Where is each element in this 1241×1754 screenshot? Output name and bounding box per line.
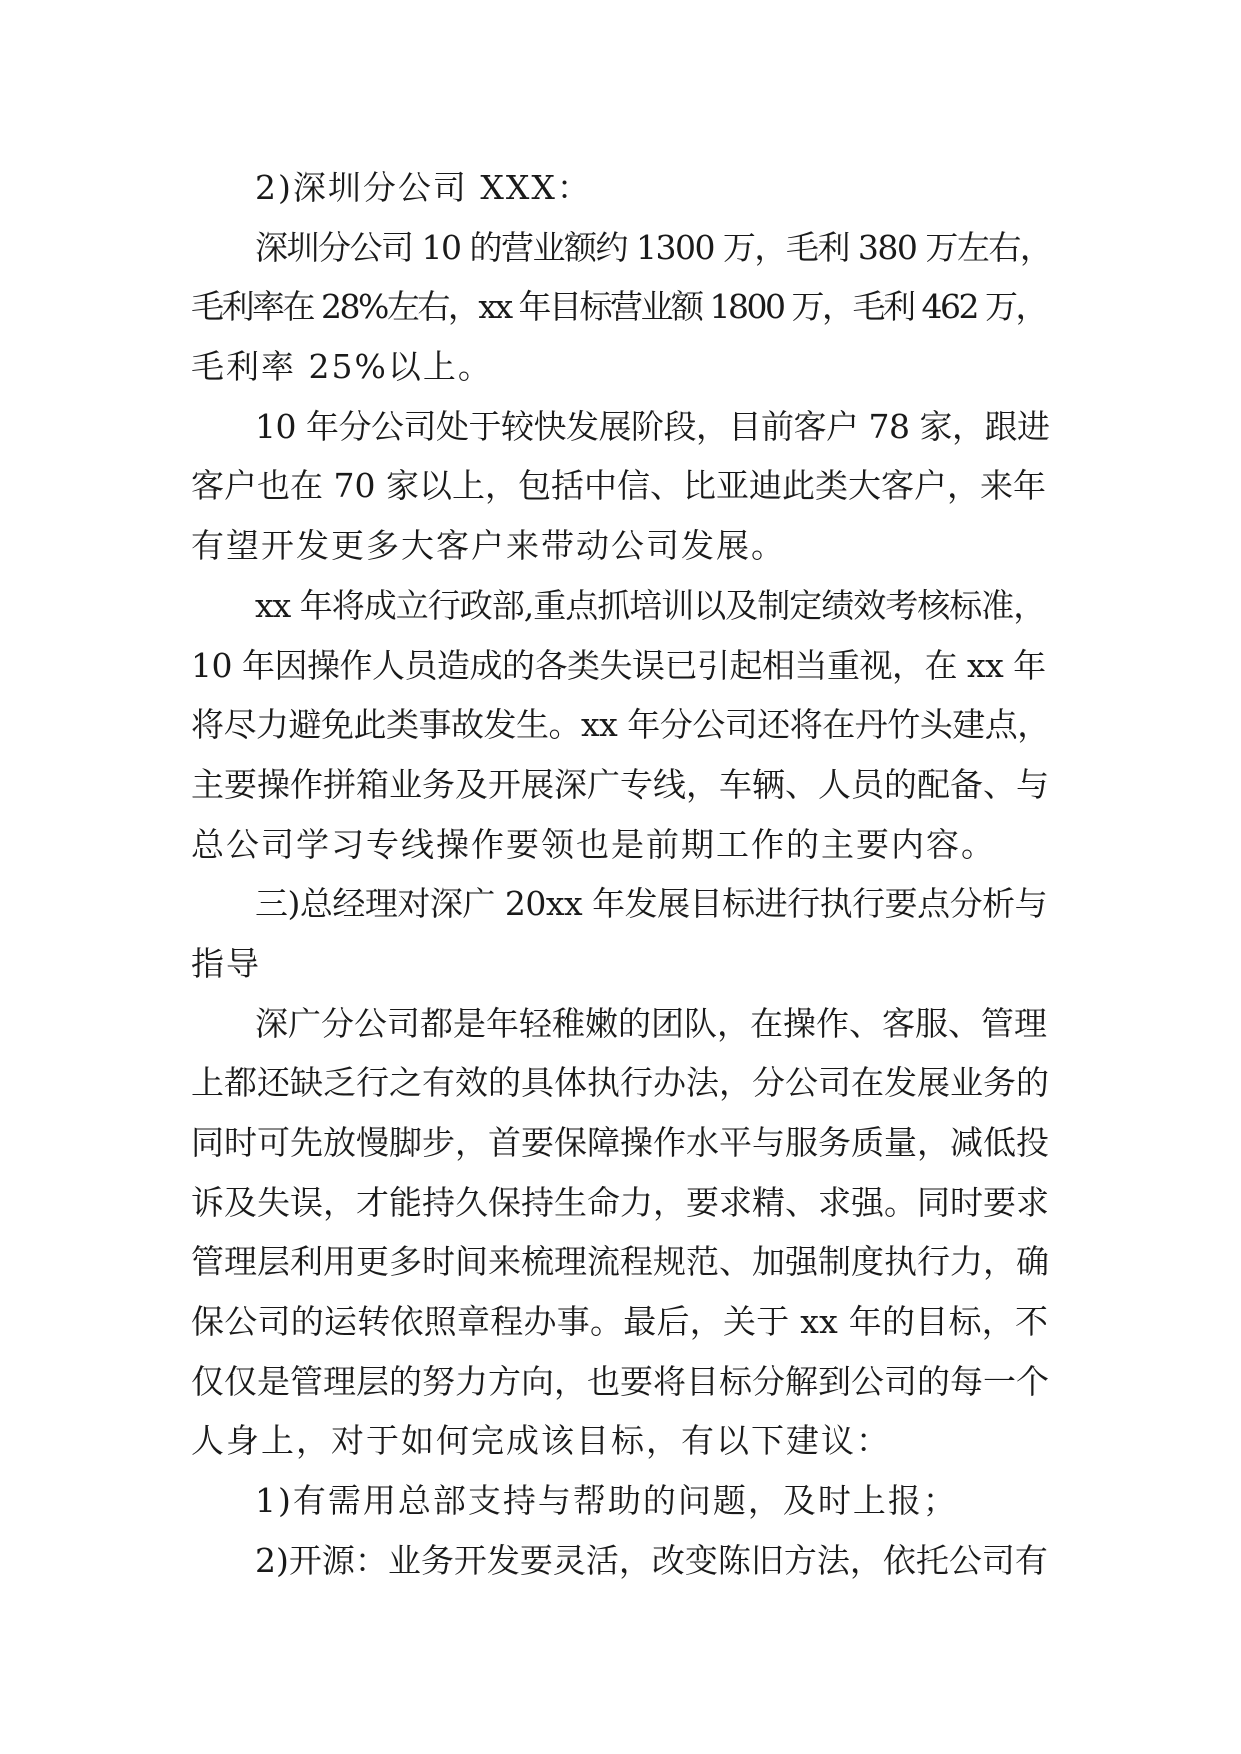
text-line: 三)总经理对深广 20xx 年发展目标进行执行要点分析与 — [255, 884, 1048, 924]
text-line: xx 年将成立行政部,重点抓培训以及制定绩效考核标准， — [255, 585, 1046, 625]
text-line: 主要操作拼箱业务及开展深广专线，车辆、人员的配备、与 — [191, 764, 1049, 804]
text-line: 管理层利用更多时间来梳理流程规范、加强制度执行力，确 — [191, 1242, 1049, 1282]
text-line: 总公司学习专线操作要领也是前期工作的主要内容。 — [191, 824, 996, 864]
document-body — [191, 158, 1051, 1591]
text-line: 毛利率 25%以上。 — [191, 347, 493, 387]
text-line: 上都还缺乏行之有效的具体执行办法，分公司在发展业务的 — [191, 1063, 1049, 1103]
text-line: 1)有需用总部支持与帮助的问题，及时上报； — [255, 1481, 958, 1521]
text-line: 指导 — [191, 943, 261, 983]
text-line: 深广分公司都是年轻稚嫩的团队，在操作、客服、管理 — [255, 1003, 1047, 1043]
text-line: 人身上，对于如何完成该目标，有以下建议： — [191, 1421, 891, 1461]
text-line: 2)开源：业务开发要灵活，改变陈旧方法，依托公司有 — [255, 1540, 1048, 1580]
text-line: 客户也在 70 家以上，包括中信、比亚迪此类大客户，来年 — [191, 466, 1046, 506]
text-line: 10 年分公司处于较快发展阶段，目前客户 78 家，跟进 — [255, 406, 1050, 446]
text-line: 诉及失误，才能持久保持生命力，要求精、求强。同时要求 — [191, 1182, 1049, 1222]
text-line: 仅仅是管理层的努力方向，也要将目标分解到公司的每一个 — [191, 1361, 1049, 1401]
text-line: 毛利率在 28%左右，xx 年目标营业额 1800 万，毛利 462 万， — [191, 287, 1046, 327]
text-line: 将尽力避免此类事故发生。xx 年分公司还将在丹竹头建点， — [191, 705, 1050, 745]
text-line: 2)深圳分公司 XXX： — [255, 168, 592, 207]
text-line: 10 年因操作人员造成的各类失误已引起相当重视，在 xx 年 — [191, 645, 1046, 685]
text-line: 深圳分公司 10 的营业额约 1300 万，毛利 380 万左右， — [255, 227, 1052, 267]
text-line: 保公司的运转依照章程办事。最后，关于 xx 年的目标，不 — [191, 1302, 1049, 1342]
text-line: 有望开发更多大客户来带动公司发展。 — [191, 526, 786, 566]
text-line: 同时可先放慢脚步，首要保障操作水平与服务质量，减低投 — [191, 1123, 1049, 1162]
